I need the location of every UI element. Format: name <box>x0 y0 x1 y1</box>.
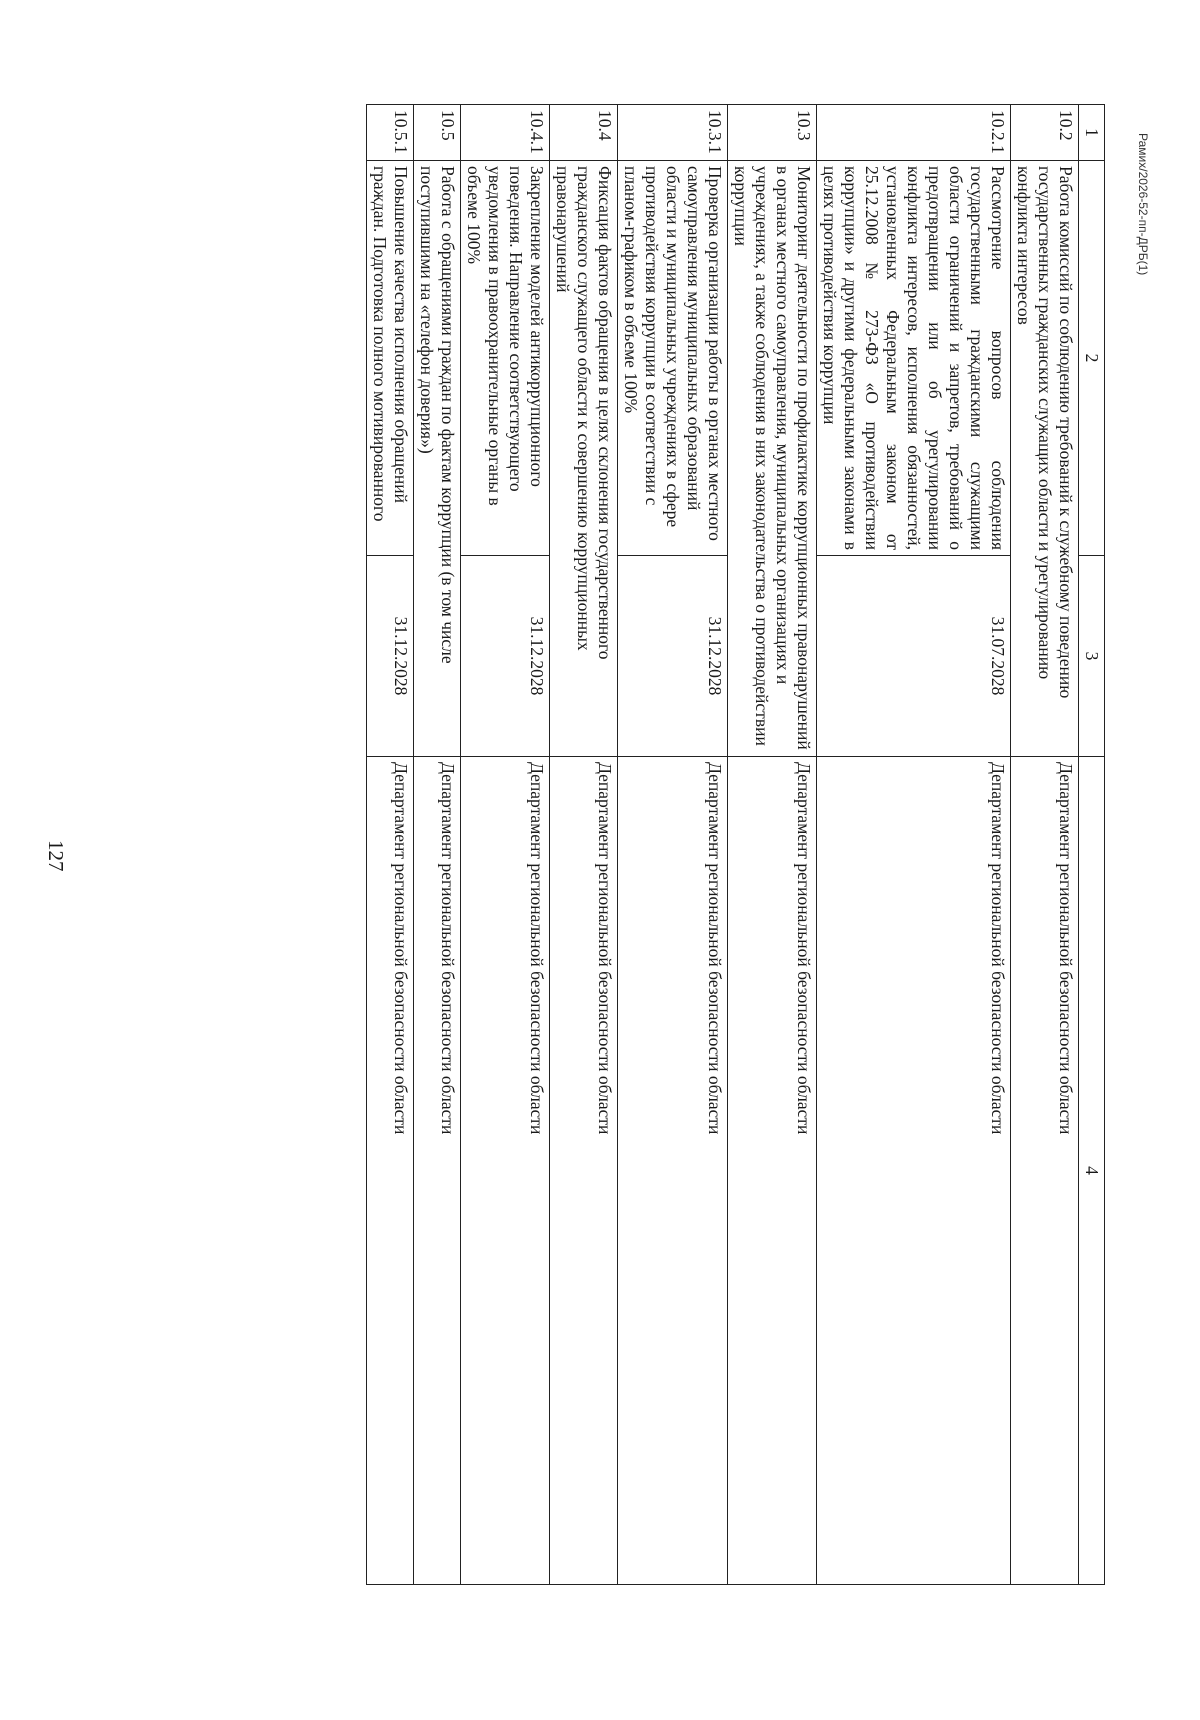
item-number: 10.4 <box>550 105 618 161</box>
page-number: 127 <box>44 840 68 872</box>
item-deadline: 31.07.2028 <box>817 556 1011 757</box>
item-number: 10.4.1 <box>461 105 550 161</box>
item-responsible: Департамент региональной безопасности области <box>817 757 1011 1585</box>
item-description: Фиксация фактов обращения в целях склонения государственного гражданского служащего области к совершению коррупционных правонарушений <box>550 161 618 757</box>
item-responsible: Департамент региональной безопасности области <box>728 757 817 1585</box>
table-header-row <box>1079 105 1105 1585</box>
table-row <box>1011 105 1079 1585</box>
table-row <box>461 105 550 1585</box>
document-code: Рамих/2026-52-пп-ДРБ(1) <box>1136 133 1150 276</box>
table-row <box>728 105 817 1585</box>
item-description: Мониторинг деятельности по профилактике коррупционных правонарушений в органах местного самоуправления, муниципальных организациях и учреждениях, а также соблюдения в них законодательства о противодействии коррупции <box>728 161 817 757</box>
item-description: Проверка организации работы в органах местного самоуправления муниципальных образований области и муниципальных учреждениях в сфере противодействия коррупции в соответствии с планом-графиком в объеме 100% <box>618 161 728 556</box>
item-number: 10.3.1 <box>618 105 728 161</box>
item-description: Рассмотрение вопросов соблюдения государственными гражданскими служащими области ограничений и запретов, требований о предотвращении или об урегулировании конфликта интересов, исполнения обязанностей, установленных Федеральным законом от 25.12.2008 № 273-ФЗ «О противодействии коррупции» и другими федеральными законами в целях противодействия коррупции <box>817 161 1011 556</box>
item-responsible: Департамент региональной безопасности области <box>461 757 550 1585</box>
item-deadline: 31.12.2028 <box>461 556 550 757</box>
item-description: Работа с обращениями граждан по фактам коррупции (в том числе поступившими на «телефон доверия») <box>414 161 461 757</box>
rotated-table-area <box>170 104 1105 1584</box>
item-description: Работа комиссий по соблюдению требований к служебному поведению государственных гражданских служащих области и урегулированию конфликта интересов <box>1011 161 1079 757</box>
table-row <box>618 105 728 1585</box>
column-header: 2 <box>1079 161 1105 556</box>
item-responsible: Департамент региональной безопасности области <box>1011 757 1079 1585</box>
item-responsible: Департамент региональной безопасности области <box>414 757 461 1585</box>
column-header: 4 <box>1079 757 1105 1585</box>
table-row <box>367 105 414 1585</box>
item-number: 10.2 <box>1011 105 1079 161</box>
table-row <box>550 105 618 1585</box>
table-row <box>414 105 461 1585</box>
item-deadline: 31.12.2028 <box>618 556 728 757</box>
item-number: 10.5 <box>414 105 461 161</box>
item-number: 10.5.1 <box>367 105 414 161</box>
column-header: 3 <box>1079 556 1105 757</box>
item-responsible: Департамент региональной безопасности области <box>550 757 618 1585</box>
item-number: 10.2.1 <box>817 105 1011 161</box>
measures-table <box>366 104 1105 1585</box>
item-description: Повышение качества исполнения обращений граждан. Подготовка полного мотивированного <box>367 161 414 556</box>
column-header: 1 <box>1079 105 1105 161</box>
item-responsible: Департамент региональной безопасности области <box>618 757 728 1585</box>
table-row <box>817 105 1011 1585</box>
item-responsible: Департамент региональной безопасности области <box>367 757 414 1585</box>
item-deadline: 31.12.2028 <box>367 556 414 757</box>
item-number: 10.3 <box>728 105 817 161</box>
item-description: Закрепление моделей антикоррупционного поведения. Направление соответствующего уведомления в правоохранительные органы в объеме 100% <box>461 161 550 556</box>
